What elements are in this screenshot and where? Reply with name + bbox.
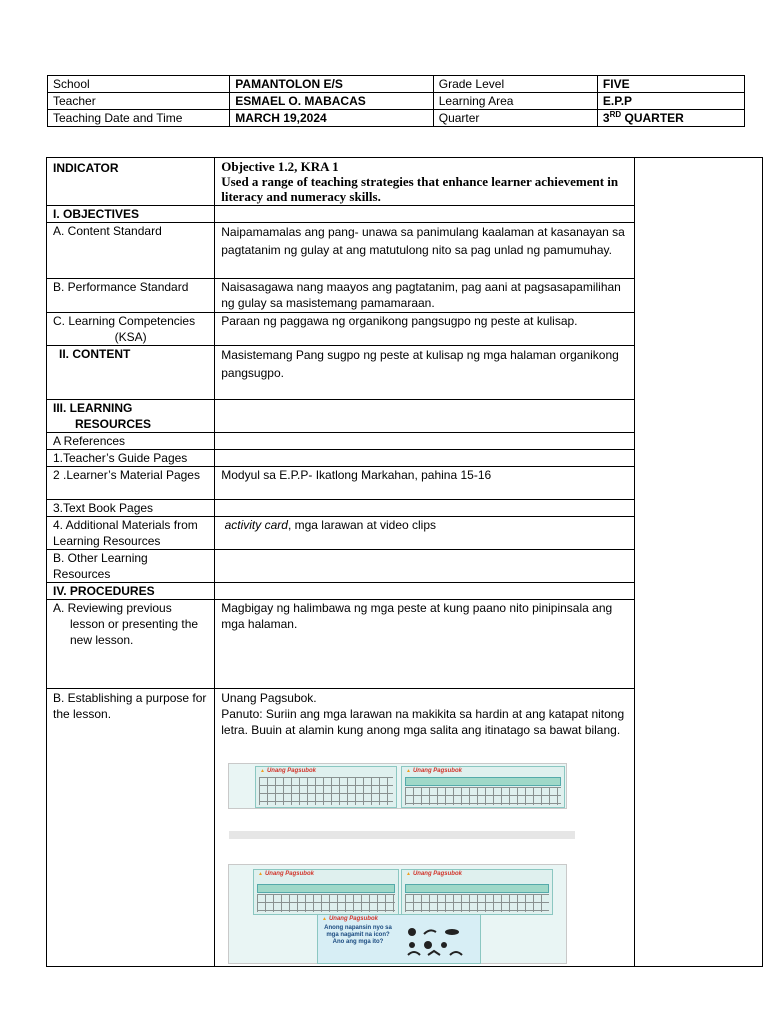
competency-label-cell — [47, 313, 215, 346]
competency-label: C. Learning Competencies — [53, 314, 196, 328]
puzzle-panel-1 — [255, 766, 397, 808]
puzzle-panel-3 — [253, 869, 399, 915]
references-label: A References — [47, 433, 215, 450]
grade-value: FIVE — [597, 76, 744, 93]
objective-line2: Used a range of teaching strategies that enhance learner achievement in literacy and numeracy skills. — [221, 174, 619, 204]
panel-4-grid — [405, 894, 549, 912]
quarter-sup: RD — [609, 110, 622, 119]
resources-value — [215, 400, 635, 433]
area-value: E.P.P — [597, 93, 744, 110]
question-text: Anong napansin nyo sa mga nagamit na icon? Ano ang mga ito? — [324, 925, 392, 945]
content-value: Masistemang Pang sugpo ng peste at kulisap ng mga halaman organikong pangsugpo. — [215, 346, 635, 400]
other-value — [215, 550, 635, 583]
lm-value: Modyul sa E.P.P- Ikatlong Markahan, pahina 15-16 — [215, 467, 635, 500]
pest-icon-group — [408, 928, 462, 955]
competency-value: Paraan ng paggawa ng organikong pangsugpo ng peste at kulisap. — [215, 313, 635, 346]
panel-3-key-row — [257, 884, 395, 893]
procedures-label: IV. PROCEDURES — [47, 583, 215, 600]
references-value — [215, 433, 635, 450]
purpose-label: B. Establishing a purpose for the lesson. — [47, 689, 215, 967]
school-value: PAMANTOLON E/S — [230, 76, 433, 93]
question-card — [317, 914, 481, 964]
purpose-title: Unang Pagsubok. — [221, 691, 317, 705]
review-label: A. Reviewing previous lesson or presenting the new lesson. — [53, 601, 199, 647]
date-label: Teaching Date and Time — [48, 110, 230, 127]
panel-4-title: ▲ Unang Pagsubok — [406, 871, 462, 877]
puzzle-panel-4 — [401, 869, 553, 915]
header-table — [47, 75, 745, 127]
objectives-value — [215, 206, 635, 223]
review-value: Magbigay ng halimbawa ng mga peste at kung paano nito pinipinsala ang mga halaman. — [215, 600, 635, 689]
perf-std-label: B. Performance Standard — [47, 279, 215, 313]
image-divider — [229, 831, 575, 839]
pest-icons — [404, 925, 474, 959]
panel-3-grid — [257, 894, 395, 912]
panel-1-title: ▲ Unang Pagsubok — [260, 768, 316, 774]
worksheet-image-top — [228, 763, 567, 809]
tg-value — [215, 450, 635, 467]
remarks-column — [634, 158, 762, 967]
add-value-rest: , mga larawan at video clips — [287, 518, 437, 532]
quarter-text: QUARTER — [621, 111, 684, 125]
teacher-value: ESMAEL O. MABACAS — [230, 93, 433, 110]
worksheet-image-bottom — [228, 864, 567, 964]
add-value — [215, 517, 635, 550]
panel-3-title: ▲ Unang Pagsubok — [258, 871, 314, 877]
tg-label: 1.Teacher’s Guide Pages — [47, 450, 215, 467]
objectives-label: I. OBJECTIVES — [47, 206, 215, 223]
grade-label: Grade Level — [433, 76, 597, 93]
school-label: School — [48, 76, 230, 93]
quarter-num: 3 — [602, 111, 610, 125]
panel-1-grid — [259, 777, 393, 805]
content-std-label: A. Content Standard — [47, 223, 215, 279]
quarter-value — [597, 110, 744, 127]
teacher-label: Teacher — [48, 93, 230, 110]
resources-label1: III. LEARNING — [53, 401, 133, 415]
resources-label2: RESOURCES — [75, 417, 152, 431]
lesson-plan-table — [46, 157, 763, 967]
date-value: MARCH 19,2024 — [230, 110, 433, 127]
add-value-em: activity card — [224, 518, 288, 532]
area-label: Learning Area — [433, 93, 597, 110]
perf-std-value: Naisasagawa nang maayos ang pagtatanim, pag aani at pagsasapamilihan ng gulay sa masistemang pamamaraan. — [215, 279, 635, 313]
procedures-value — [215, 583, 635, 600]
add-label: 4. Additional Materials from Learning Resources — [47, 517, 215, 550]
content-label: II. CONTENT — [47, 346, 215, 400]
question-card-title: ▲ Unang Pagsubok — [322, 916, 378, 922]
quarter-label: Quarter — [433, 110, 597, 127]
other-label: B. Other Learning Resources — [47, 550, 215, 583]
purpose-value: Panuto: Suriin ang mga larawan na makikita sa hardin at ang katapat nitong letra. Buuin at alamin kung anong mga salita ang itinatago sa bawat bilang. — [221, 707, 625, 737]
review-label-cell — [47, 600, 215, 689]
indicator-label: INDICATOR — [47, 158, 215, 206]
tb-value — [215, 500, 635, 517]
panel-2-title: ▲ Unang Pagsubok — [406, 768, 462, 774]
content-std-value: Naipamamalas ang pang- unawa sa panimulang kaalaman at kasanayan sa pagtatanim ng gulay at ang matutulong nito sa pag unlad ng pamumuhay. — [215, 223, 635, 279]
puzzle-panel-2 — [401, 766, 565, 808]
lm-label: 2 .Learner’s Material Pages — [47, 467, 215, 500]
tb-label: 3.Text Book Pages — [47, 500, 215, 517]
competency-sub: (KSA) — [114, 330, 147, 344]
panel-4-key-row — [405, 884, 549, 893]
panel-2-grid — [405, 787, 561, 805]
objective-line1: Objective 1.2, KRA 1 — [221, 159, 339, 174]
panel-2-key-row — [405, 777, 561, 786]
objective-cell — [215, 158, 635, 206]
resources-label-cell — [47, 400, 215, 433]
